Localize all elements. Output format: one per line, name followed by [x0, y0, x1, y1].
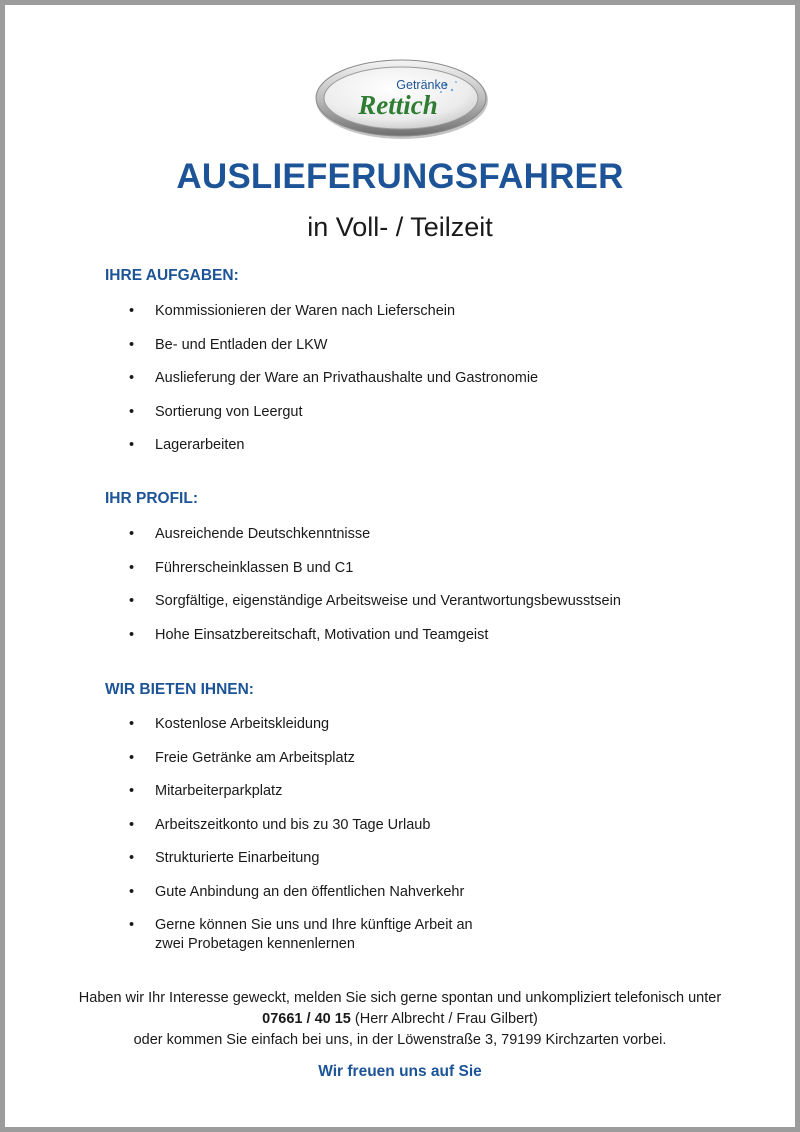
bullet-icon: • — [129, 303, 135, 319]
phone-number: 07661 / 40 15 — [262, 1011, 351, 1027]
bullet-icon: • — [129, 716, 135, 732]
list-item-text: Freie Getränke am Arbeitsplatz — [155, 749, 355, 766]
list-item-text: Sorgfältige, eigenständige Arbeitsweise und Verantwortungsbewusstsein — [155, 593, 621, 609]
list-item-text: Strukturierte Einarbeitung — [155, 850, 320, 866]
list-item — [129, 336, 729, 370]
job-subtitle: in Voll- / Teilzeit — [307, 212, 493, 242]
list-item — [129, 715, 729, 749]
list-item — [129, 749, 729, 783]
job-title: AUSLIEFERUNGSFAHRER — [176, 157, 624, 196]
bullet-icon: • — [129, 593, 135, 609]
section-heading-offer: WIR BIETEN IHNEN: — [105, 681, 254, 698]
list-item-text: Be- und Entladen der LKW — [155, 336, 328, 353]
list-item-text-continued: zwei Probetagen kennenlernen — [155, 936, 355, 952]
contact-line-intro: Haben wir Ihr Interesse geweckt, melden Sie sich gerne spontan und unkompliziert telefonisch unter — [78, 990, 722, 1006]
list-item — [129, 816, 729, 850]
list-item — [129, 559, 729, 593]
section-heading-tasks: IHRE AUFGABEN: — [105, 267, 239, 284]
list-item-text: Kommissionieren der Waren nach Lieferschein — [155, 303, 456, 319]
bullet-icon: • — [129, 816, 135, 833]
list-item-text: Hohe Einsatzbereitschaft, Motivation und Teamgeist — [155, 626, 489, 643]
list-item-text: Kostenlose Arbeitskleidung — [155, 716, 330, 732]
bullet-icon: • — [129, 749, 135, 766]
bullet-icon: • — [129, 437, 135, 453]
list-item-text: Arbeitszeitkonto und bis zu 30 Tage Urlaub — [155, 816, 431, 833]
list-item-text: Führerscheinklassen B und C1 — [155, 559, 354, 576]
bullet-icon: • — [129, 336, 135, 353]
bullet-icon: • — [129, 559, 135, 576]
list-item — [129, 403, 729, 437]
contact-block — [5, 988, 795, 1051]
bullet-icon: • — [129, 526, 135, 542]
offer-list — [129, 715, 729, 954]
contact-line-address: oder kommen Sie einfach bei uns, in der Löwenstraße 3, 79199 Kirchzarten vorbei. — [133, 1032, 667, 1048]
section-heading-profile: IHR PROFIL: — [105, 490, 198, 507]
logo-brand-text: Rettich — [358, 90, 438, 120]
list-item-text: Gute Anbindung an den öffentlichen Nahverkehr — [155, 883, 465, 900]
closing-line: Wir freuen uns auf Sie — [318, 1063, 482, 1080]
list-item — [129, 626, 729, 660]
list-item — [129, 916, 729, 954]
list-item-text: Mitarbeiterparkplatz — [155, 783, 283, 799]
logo-graphic — [314, 59, 490, 141]
company-logo — [314, 59, 490, 141]
list-item-text: Gerne können Sie uns und Ihre künftige Arbeit an — [155, 917, 473, 933]
bullet-icon: • — [129, 626, 135, 643]
bullet-icon: • — [129, 403, 135, 420]
bullet-icon: • — [129, 783, 135, 799]
contact-line-phone — [5, 1009, 795, 1030]
profile-list — [129, 525, 729, 659]
logo-small-text: Getränke — [396, 78, 448, 92]
list-item — [129, 369, 729, 403]
bullet-icon: • — [129, 917, 135, 933]
list-item — [129, 436, 729, 470]
bullet-icon: • — [129, 850, 135, 866]
list-item — [129, 592, 729, 626]
list-item-text: Sortierung von Leergut — [155, 403, 303, 420]
list-item-text: Lagerarbeiten — [155, 437, 245, 453]
tasks-list — [129, 302, 729, 470]
list-item — [129, 849, 729, 883]
list-item-text: Ausreichende Deutschkenntnisse — [155, 526, 371, 542]
list-item — [129, 782, 729, 816]
bullet-icon: • — [129, 883, 135, 900]
list-item — [129, 302, 729, 336]
list-item — [129, 883, 729, 917]
contact-persons: (Herr Albrecht / Frau Gilbert) — [354, 1011, 538, 1027]
bullet-icon: • — [129, 370, 135, 386]
list-item — [129, 525, 729, 559]
list-item-text: Auslieferung der Ware an Privathaushalte und Gastronomie — [155, 370, 539, 386]
